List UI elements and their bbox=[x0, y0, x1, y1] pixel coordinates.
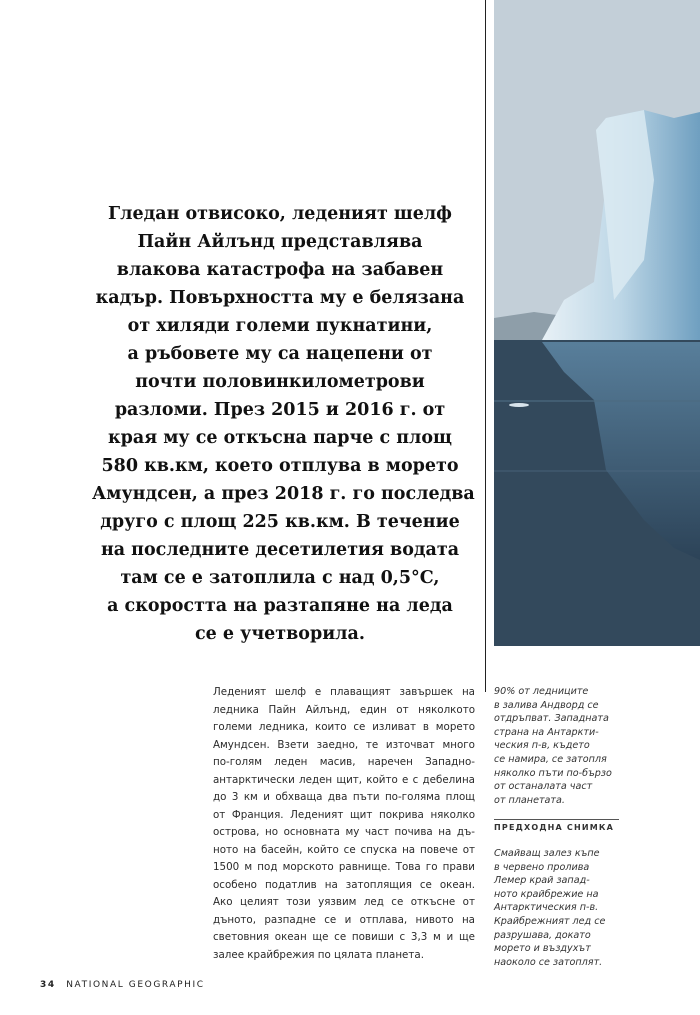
pull-quote-line: от хиляди големи пукнатини, bbox=[127, 316, 433, 336]
body-text-line: ледника Пайн Айлънд, един от няколкото bbox=[213, 703, 475, 716]
body-text-line: световния океан ще се повиши с 3,3 м и ще bbox=[213, 931, 475, 943]
previous-photo-caption-line: в червено пролива bbox=[494, 861, 590, 873]
caption-divider bbox=[494, 819, 619, 820]
pull-quote-line: края му се откъсна парче с площ bbox=[107, 428, 452, 448]
pull-quote bbox=[92, 200, 475, 648]
pull-quote-line: разломи. През 2015 и 2016 г. от bbox=[114, 400, 446, 420]
body-text-line: Леденият шелф е плаващият завършек на bbox=[213, 686, 475, 698]
body-text-line: от Франция. Леденият щит покрива няколко bbox=[213, 808, 475, 821]
previous-photo-caption-line: морето и въздухът bbox=[494, 943, 591, 955]
previous-photo-caption-line: Лемер край запад- bbox=[494, 875, 590, 887]
pull-quote-line: почти половинкилометрови bbox=[135, 372, 425, 392]
previous-photo-caption-line: ното крайбрежие на bbox=[494, 888, 599, 900]
body-text-line: дъното, разпадне се и отплава, нивото на bbox=[213, 913, 475, 926]
photo-caption-line: в залива Андворд се bbox=[494, 699, 599, 711]
body-text-line: големи ледника, които се изливат в морето bbox=[213, 721, 475, 733]
pull-quote-line: друго с площ 225 кв.км. В течение bbox=[100, 512, 460, 532]
pull-quote-line: влакова катастрофа на забавен bbox=[116, 260, 444, 280]
previous-photo-heading: ПРЕДХОДНА СНИМКА bbox=[494, 823, 615, 832]
body-text-line: ното на басейн, който се спуска на повече от bbox=[213, 843, 475, 856]
photo-caption-line: от останалата част bbox=[494, 781, 593, 793]
photo-caption bbox=[494, 685, 624, 807]
pull-quote-line: Амундсен, а през 2018 г. го последва bbox=[92, 484, 475, 504]
iceberg-photo bbox=[494, 0, 700, 646]
photo-caption-line: се намира, се затопля bbox=[494, 753, 607, 765]
previous-photo-caption-line: Смайващ залез къпе bbox=[494, 848, 600, 859]
previous-photo-caption-line: наоколо се затоплят. bbox=[494, 956, 603, 968]
body-text-line: острова, но основната му част почива на дъ- bbox=[213, 826, 475, 838]
pull-quote-line: се е учетворила. bbox=[195, 624, 365, 644]
photo-caption-line: ческия п-в, където bbox=[494, 740, 590, 752]
pull-quote-line: Пайн Айлънд представлява bbox=[137, 232, 423, 252]
body-text-line: антарктически леден щит, който е с дебелина bbox=[213, 773, 475, 786]
photo-caption-line: 90% от ледниците bbox=[494, 686, 589, 697]
pull-quote-line: Гледан отвисоко, леденият шелф bbox=[108, 204, 452, 224]
pull-quote-line: 580 кв.км, което отплува в морето bbox=[101, 456, 459, 476]
body-text-line: Ако целият този уязвим лед се откъсне от bbox=[213, 896, 475, 908]
body-text-line: залее крайбрежия по цялата планета. bbox=[213, 948, 424, 961]
body-text bbox=[213, 684, 475, 964]
previous-photo-caption-line: Крайбрежният лед се bbox=[494, 915, 606, 927]
body-text-line: 1500 м под морското равнище. Това го прави bbox=[213, 861, 475, 873]
previous-photo-caption-line: Антарктическия п-в. bbox=[494, 902, 599, 914]
photo-caption-line: отдръпват. Западната bbox=[494, 713, 609, 725]
previous-photo-caption-line: разрушава, докато bbox=[494, 929, 591, 941]
page-footer bbox=[40, 980, 205, 990]
photo-caption-line: страна на Антаркти- bbox=[494, 726, 599, 738]
vertical-divider bbox=[485, 0, 486, 692]
page-number: 34 bbox=[40, 980, 56, 990]
pull-quote-line: а скоростта на разтапяне на леда bbox=[107, 596, 453, 616]
photo-caption-line: от планетата. bbox=[494, 794, 565, 806]
photo-caption-line: няколко пъти по-бързо bbox=[494, 767, 612, 779]
body-text-line: по-голям леден масив, наречен Западно- bbox=[213, 756, 475, 768]
magazine-name: NATIONAL GEOGRAPHIC bbox=[66, 980, 205, 990]
pull-quote-line: кадър. Повърхността му е белязана bbox=[95, 288, 465, 308]
pull-quote-line: там се е затоплила с над 0,5°C, bbox=[120, 568, 440, 588]
body-text-line: до 3 км и обхваща два пъти по-голяма площ bbox=[213, 791, 475, 803]
body-text-line: особено податлив на затоплящия се океан. bbox=[213, 878, 475, 891]
previous-photo-caption bbox=[494, 847, 624, 969]
pull-quote-line: а ръбовете му са нацепени от bbox=[127, 344, 433, 364]
body-text-line: Амундсен. Взети заедно, те източват много bbox=[213, 738, 475, 751]
pull-quote-line: на последните десетилетия водата bbox=[100, 540, 460, 560]
